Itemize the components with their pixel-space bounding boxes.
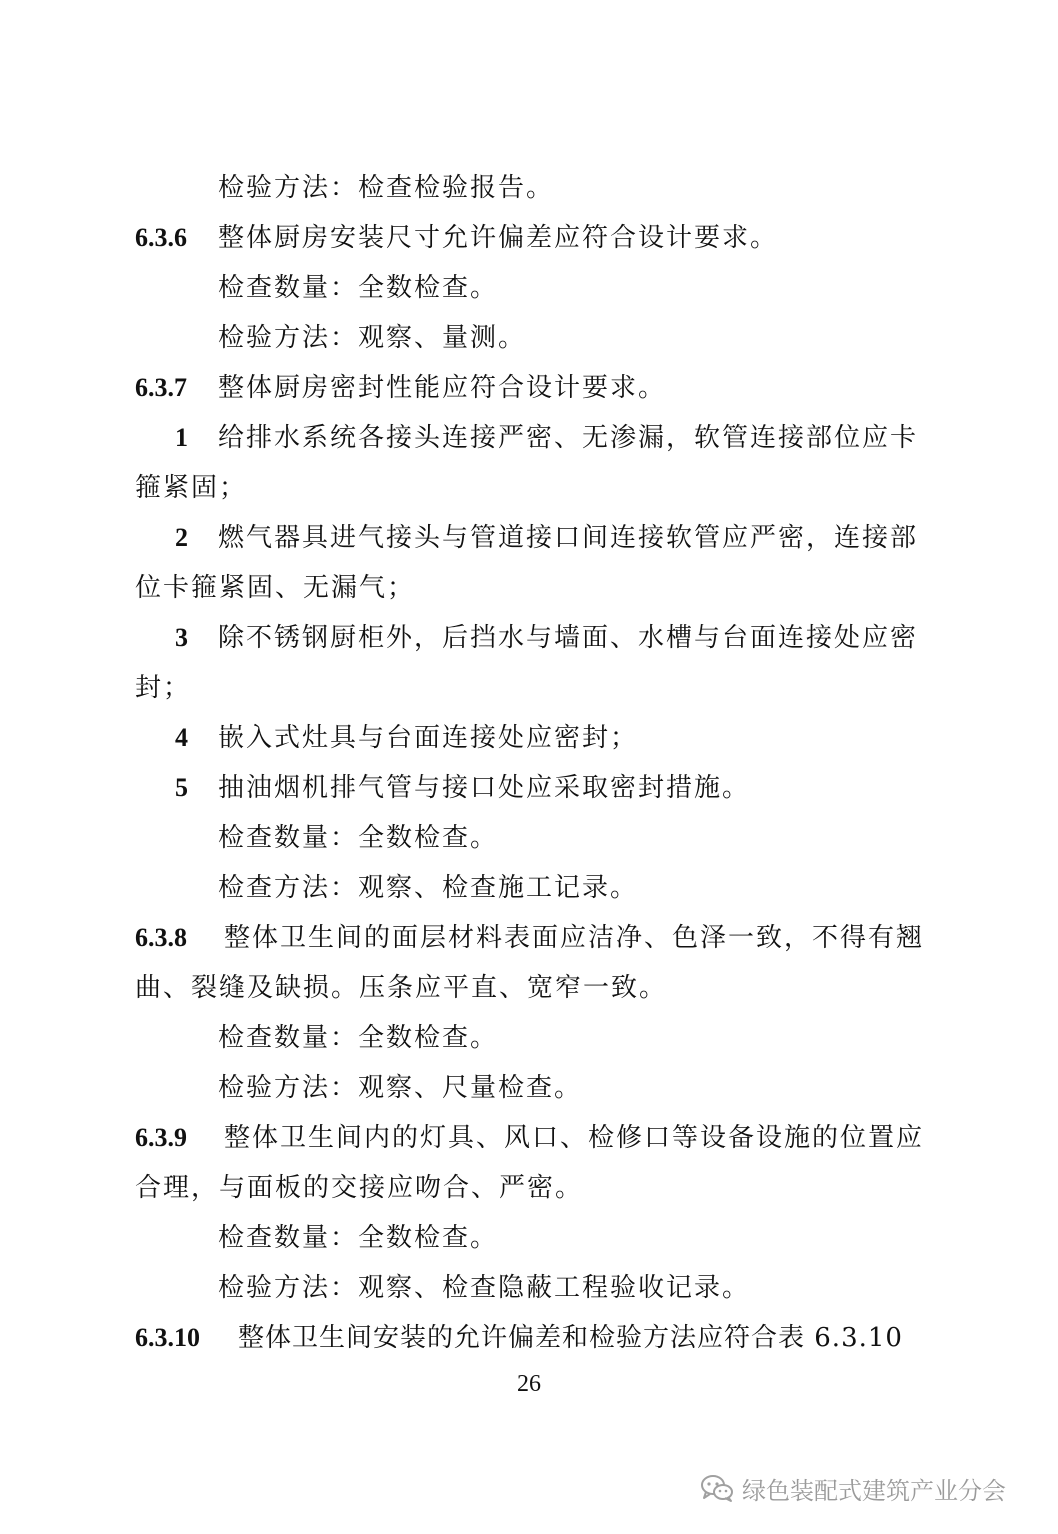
- list-item: [0, 768, 1058, 808]
- line-text: 合理，与面板的交接应吻合、严密。: [135, 1173, 584, 1203]
- clause-number: 6.3.6: [135, 223, 187, 252]
- line-text: 检验方法：观察、检查隐蔽工程验收记录。: [218, 1273, 751, 1303]
- paragraph-line: [0, 568, 1058, 608]
- paragraph-line: [0, 1168, 1058, 1208]
- watermark: [700, 1468, 1006, 1508]
- list-item-text: 抽油烟机排气管与接口处应采取密封措施。: [218, 773, 751, 803]
- paragraph-line: [0, 668, 1058, 708]
- list-item: [0, 618, 1058, 658]
- paragraph-line: [0, 868, 1058, 908]
- paragraph-line: [0, 1218, 1058, 1258]
- line-text: 检查数量：全数检查。: [218, 273, 499, 303]
- paragraph-line: [0, 1268, 1058, 1308]
- paragraph-line: [0, 318, 1058, 358]
- paragraph-line: [0, 1068, 1058, 1108]
- clause-text: 整体厨房密封性能应符合设计要求。: [218, 373, 667, 403]
- clause-heading: [0, 1118, 1058, 1158]
- clause-heading: [0, 218, 1058, 258]
- paragraph-line: [0, 168, 1058, 208]
- clause-heading: [0, 1318, 1058, 1358]
- clause-text: 整体厨房安装尺寸允许偏差应符合设计要求。: [218, 223, 779, 253]
- line-text: 检验方法：观察、尺量检查。: [218, 1073, 583, 1103]
- clause-text: 整体卫生间安装的允许偏差和检验方法应符合表 6.3.10: [238, 1323, 903, 1353]
- line-text: 检查数量：全数检查。: [218, 1223, 499, 1253]
- clause-text: 整体卫生间的面层材料表面应洁净、色泽一致，不得有翘: [224, 923, 925, 953]
- clause-text: 整体卫生间内的灯具、风口、检修口等设备设施的位置应: [224, 1123, 925, 1153]
- list-item-text: 嵌入式灶具与台面连接处应密封；: [218, 723, 639, 753]
- clause-heading: [0, 918, 1058, 958]
- clause-heading: [0, 368, 1058, 408]
- line-text: 检查数量：全数检查。: [218, 823, 499, 853]
- clause-number: 6.3.10: [135, 1323, 200, 1352]
- list-item-text: 除不锈钢厨柜外，后挡水与墙面、水槽与台面连接处应密: [218, 623, 919, 653]
- paragraph-line: [0, 818, 1058, 858]
- line-text: 封；: [135, 673, 192, 703]
- line-text: 曲、裂缝及缺损。压条应平直、宽窄一致。: [135, 973, 668, 1003]
- paragraph-line: [0, 968, 1058, 1008]
- clause-number: 6.3.9: [135, 1123, 187, 1152]
- list-item-number: 2: [175, 523, 188, 552]
- list-item: [0, 418, 1058, 458]
- list-item: [0, 518, 1058, 558]
- line-text: 位卡箍紧固、无漏气；: [135, 573, 416, 603]
- list-item-number: 4: [175, 723, 188, 752]
- list-item-text: 燃气器具进气接头与管道接口间连接软管应严密，连接部: [218, 523, 919, 553]
- clause-number: 6.3.7: [135, 373, 187, 402]
- line-text: 检验方法：检查检验报告。: [218, 173, 555, 203]
- paragraph-line: [0, 468, 1058, 508]
- line-text: 检查数量：全数检查。: [218, 1023, 499, 1053]
- clause-number: 6.3.8: [135, 923, 187, 952]
- watermark-text: 绿色装配式建筑产业分会: [742, 1476, 1006, 1505]
- list-item-number: 1: [175, 423, 188, 452]
- list-item-number: 3: [175, 623, 188, 652]
- paragraph-line: [0, 268, 1058, 308]
- list-item-number: 5: [175, 773, 188, 802]
- page-number: 26: [517, 1371, 541, 1397]
- wechat-icon: [700, 1473, 734, 1503]
- list-item: [0, 718, 1058, 758]
- line-text: 箍紧固；: [135, 473, 248, 503]
- list-item-text: 给排水系统各接头连接严密、无渗漏，软管连接部位应卡: [218, 423, 919, 453]
- paragraph-line: [0, 1018, 1058, 1058]
- line-text: 检验方法：观察、量测。: [218, 323, 527, 353]
- line-text: 检查方法：观察、检查施工记录。: [218, 873, 639, 903]
